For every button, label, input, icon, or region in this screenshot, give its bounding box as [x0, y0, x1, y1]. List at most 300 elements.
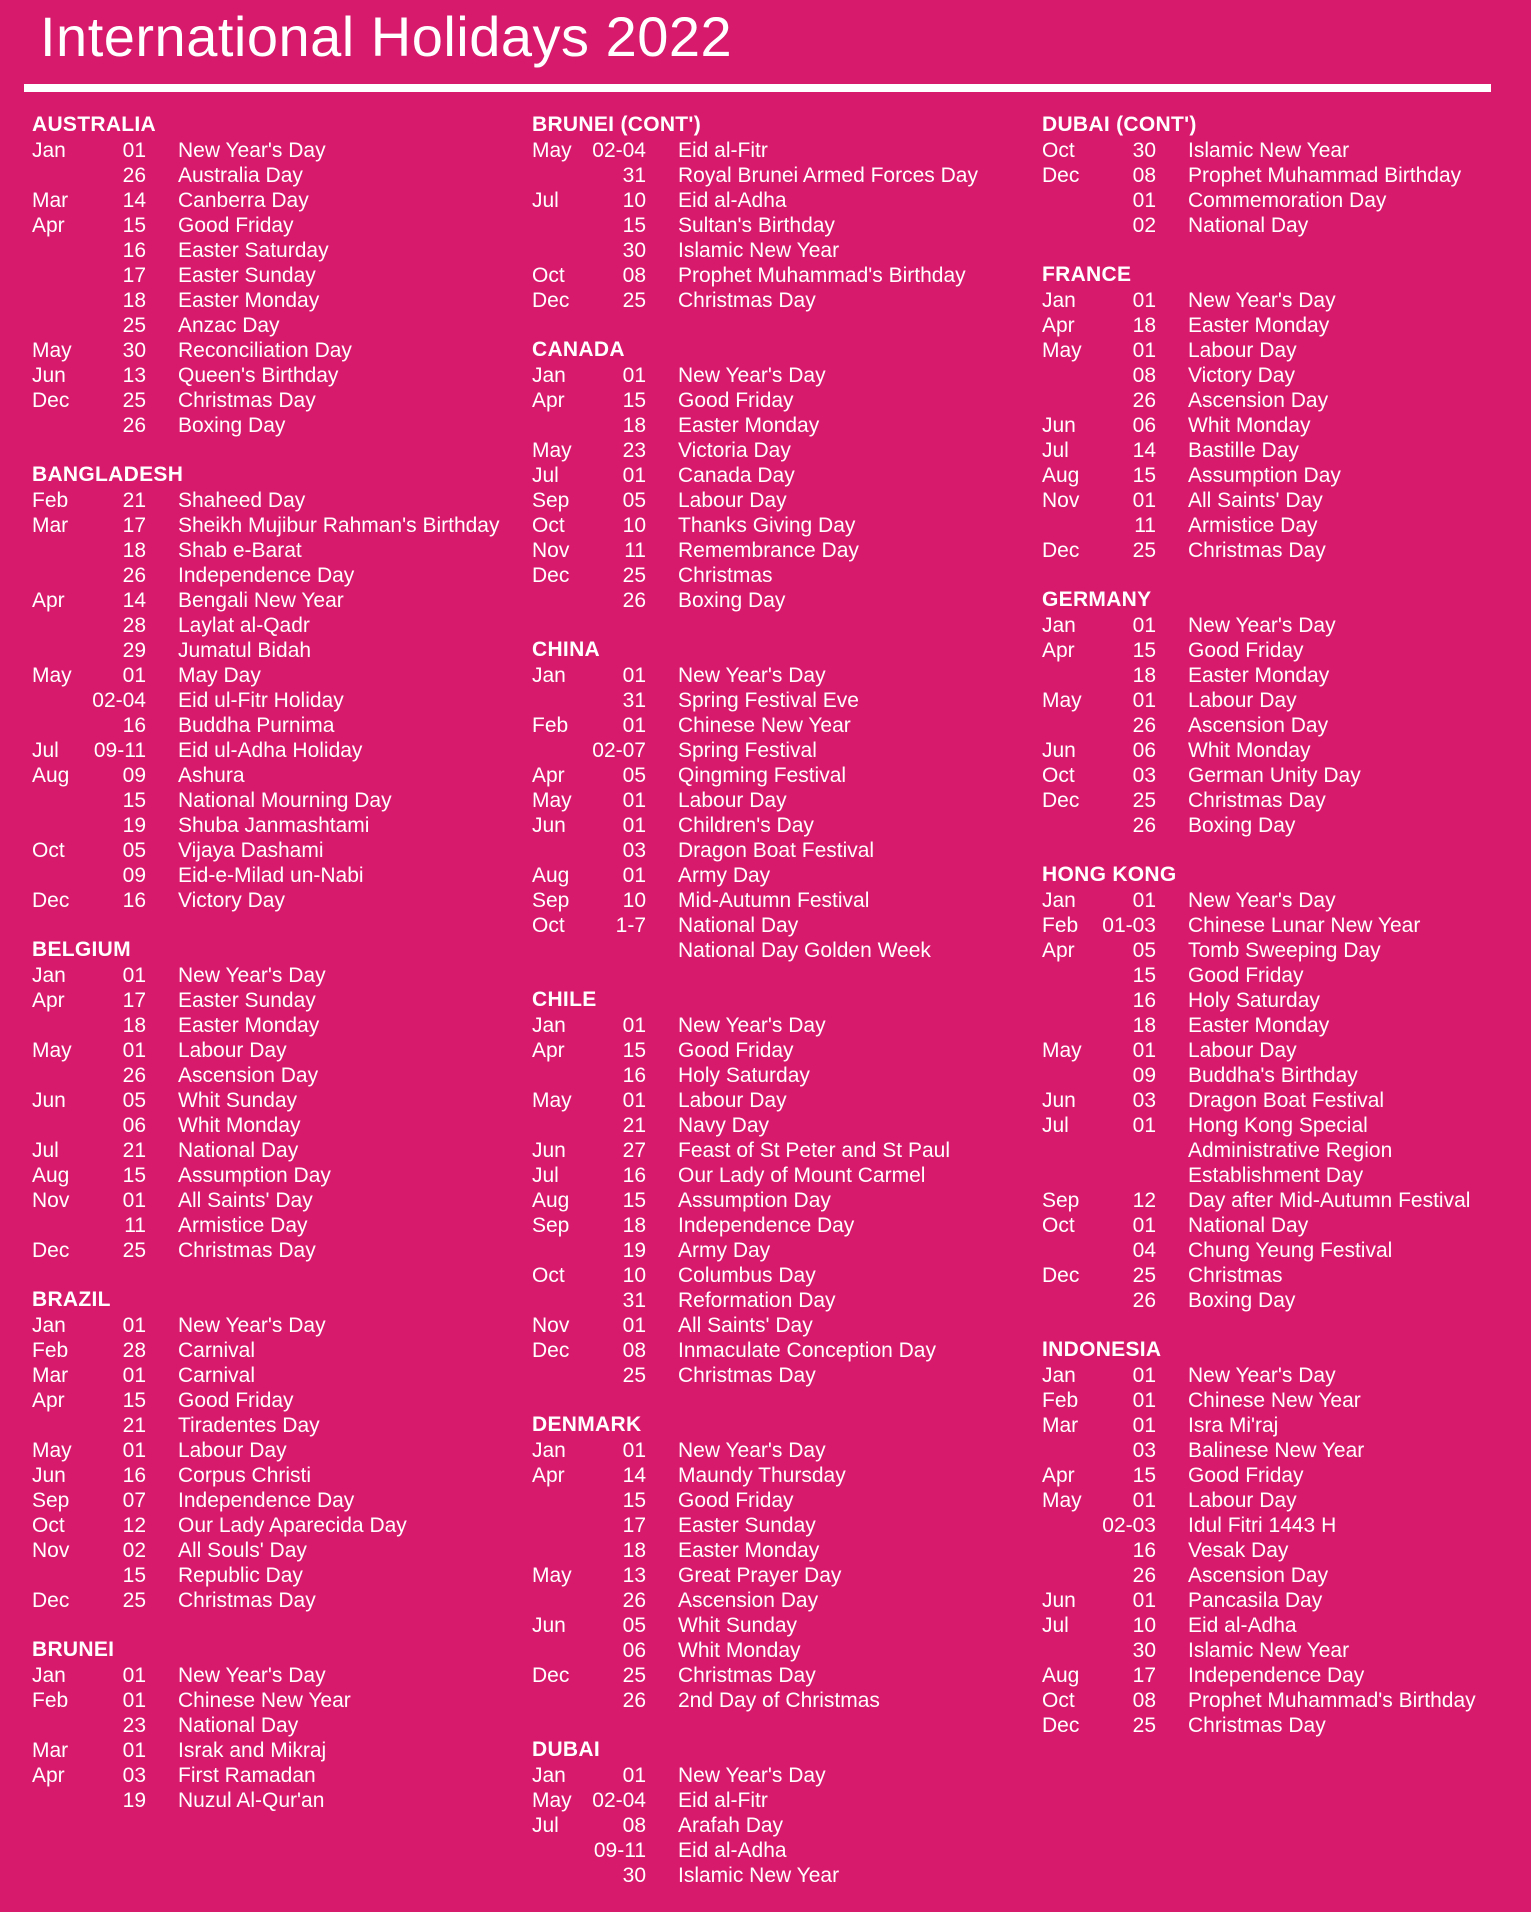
- holiday-row: [1042, 388, 1531, 413]
- holiday-month: [1042, 188, 1100, 213]
- holiday-name: Christmas Day: [678, 289, 816, 312]
- holiday-row: [532, 863, 1027, 888]
- holiday-row: [32, 713, 527, 738]
- holiday-row: [532, 1038, 1027, 1063]
- holiday-name: Holy Saturday: [678, 1064, 810, 1087]
- holiday-name: Labour Day: [678, 489, 787, 512]
- holiday-name: Christmas Day: [178, 389, 316, 412]
- holiday-row: [32, 1238, 527, 1263]
- holiday-day: 14: [122, 589, 146, 612]
- holiday-month: Jan: [532, 664, 566, 687]
- holiday-name: Chinese Lunar New Year: [1188, 914, 1421, 937]
- holiday-day: 25: [122, 1589, 146, 1612]
- holiday-name: Easter Monday: [1188, 664, 1330, 687]
- holiday-name: Feast of St Peter and St Paul: [678, 1139, 950, 1162]
- holiday-month: Aug: [32, 764, 70, 787]
- holiday-month: [1042, 713, 1100, 738]
- holiday-day: [590, 938, 646, 963]
- holiday-name: Queen's Birthday: [178, 364, 339, 387]
- holiday-month: Jul: [532, 1814, 559, 1837]
- holiday-row: [532, 513, 1027, 538]
- country-name: DUBAI (CONT'): [1042, 113, 1197, 136]
- holiday-name: Army Day: [678, 864, 771, 887]
- holiday-day: 09: [122, 764, 146, 787]
- holiday-day: 19: [622, 1239, 646, 1262]
- holiday-day: 08: [1132, 164, 1156, 187]
- holiday-day: 1-7: [615, 914, 646, 937]
- holiday-day: 31: [622, 689, 646, 712]
- holiday-day: 25: [622, 564, 646, 587]
- holiday-day: 01: [1132, 889, 1156, 912]
- holiday-row: [1042, 1413, 1531, 1438]
- holiday-month: Apr: [32, 1389, 65, 1412]
- country-section: [32, 112, 527, 438]
- holiday-name: Eid al-Fitr: [678, 1789, 768, 1812]
- holiday-month: [32, 263, 90, 288]
- holiday-row: [1042, 513, 1531, 538]
- country-name: CHILE: [532, 988, 597, 1011]
- holiday-day: 18: [622, 1539, 646, 1562]
- holiday-day: 01: [622, 789, 646, 812]
- holiday-month: [32, 1713, 90, 1738]
- holiday-row: [532, 538, 1027, 563]
- holiday-day: 10: [622, 189, 646, 212]
- holiday-row: [532, 1363, 1027, 1388]
- holiday-name: Chinese New Year: [678, 714, 851, 737]
- holiday-row: [32, 563, 527, 588]
- holiday-day: 26: [622, 589, 646, 612]
- holiday-row: [532, 1863, 1027, 1888]
- holiday-month: Jun: [32, 364, 66, 387]
- holiday-day: 15: [622, 1039, 646, 1062]
- holiday-month: Dec: [1042, 1714, 1080, 1737]
- holiday-month: Oct: [532, 264, 565, 287]
- holiday-month: Jan: [532, 1014, 566, 1037]
- holiday-day: 15: [122, 1164, 146, 1187]
- holiday-day: 30: [1132, 139, 1156, 162]
- holiday-day: 01: [122, 1039, 146, 1062]
- holiday-name: Bengali New Year: [178, 589, 344, 612]
- holiday-name: Holy Saturday: [1188, 989, 1320, 1012]
- holiday-month: [32, 1788, 90, 1813]
- holiday-month: [32, 238, 90, 263]
- holiday-month: [32, 313, 90, 338]
- holiday-month: Feb: [32, 1689, 69, 1712]
- holiday-name: Labour Day: [678, 789, 787, 812]
- holiday-month: Nov: [32, 1539, 70, 1562]
- holiday-day: 08: [622, 1814, 646, 1837]
- holiday-day: 09: [1132, 1064, 1156, 1087]
- holiday-month: Dec: [532, 1339, 570, 1362]
- holiday-day: 06: [1132, 414, 1156, 437]
- column-2: [532, 112, 1027, 1912]
- holiday-month: Dec: [1042, 1264, 1080, 1287]
- holiday-day: 18: [1132, 314, 1156, 337]
- holiday-day: 08: [1132, 364, 1156, 387]
- holiday-day: 01: [622, 714, 646, 737]
- holiday-month: [1042, 663, 1100, 688]
- holiday-row: [1042, 213, 1531, 238]
- holiday-row: [532, 688, 1027, 713]
- country-name: GERMANY: [1042, 588, 1152, 611]
- holiday-row: [32, 188, 527, 213]
- holiday-month: Jun: [32, 1464, 66, 1487]
- holiday-month: [1042, 213, 1100, 238]
- holiday-row: [32, 988, 527, 1013]
- holiday-day: 01: [622, 1014, 646, 1037]
- holiday-day: 01: [622, 1439, 646, 1462]
- holiday-name: Israk and Mikraj: [178, 1739, 327, 1762]
- holiday-row: [1042, 688, 1531, 713]
- holiday-row: [532, 1188, 1027, 1213]
- holiday-month: [32, 863, 90, 888]
- holiday-day: 11: [1134, 514, 1156, 537]
- holiday-month: Oct: [532, 514, 565, 537]
- holiday-month: Apr: [1042, 314, 1075, 337]
- holiday-row: [532, 1438, 1027, 1463]
- holiday-name: Labour Day: [678, 1089, 787, 1112]
- holiday-month: May: [1042, 689, 1082, 712]
- holiday-name: Dragon Boat Festival: [1188, 1089, 1385, 1112]
- holiday-row: [1042, 1513, 1531, 1538]
- holiday-month: Apr: [32, 214, 65, 237]
- holiday-row: [1042, 613, 1531, 638]
- holiday-month: Dec: [1042, 539, 1080, 562]
- holiday-name: Whit Monday: [678, 1639, 801, 1662]
- holiday-month: [1042, 1288, 1100, 1313]
- country-name: AUSTRALIA: [32, 113, 157, 136]
- holiday-month: Dec: [32, 889, 70, 912]
- holiday-name: Prophet Muhammad's Birthday: [678, 264, 966, 287]
- holiday-day: 01: [1132, 1389, 1156, 1412]
- holiday-row: [1042, 763, 1531, 788]
- holiday-row: [1042, 738, 1531, 763]
- holiday-name: All Saints' Day: [1188, 489, 1323, 512]
- holiday-day: 15: [622, 1189, 646, 1212]
- holiday-month: Dec: [532, 564, 570, 587]
- holiday-day: 13: [622, 1564, 646, 1587]
- holiday-month: [532, 1288, 590, 1313]
- holiday-row: [532, 838, 1027, 863]
- holiday-row: [32, 213, 527, 238]
- holiday-name: Easter Sunday: [178, 264, 316, 287]
- holiday-month: [532, 413, 590, 438]
- holiday-month: Sep: [1042, 1189, 1080, 1212]
- holiday-name: Tomb Sweeping Day: [1188, 939, 1381, 962]
- holiday-day: 26: [622, 1689, 646, 1712]
- holiday-name: New Year's Day: [178, 139, 326, 162]
- holiday-month: [32, 638, 90, 663]
- holiday-row: [532, 1138, 1027, 1163]
- holiday-day: 31: [622, 1289, 646, 1312]
- holiday-day: 16: [122, 714, 146, 737]
- holiday-row: [32, 363, 527, 388]
- holiday-day: 26: [1132, 1564, 1156, 1587]
- holiday-row: [1042, 438, 1531, 463]
- holiday-row: [1042, 1388, 1531, 1413]
- holiday-month: [1042, 1638, 1100, 1663]
- holiday-day: 17: [122, 264, 146, 287]
- holiday-row: [532, 563, 1027, 588]
- holiday-day: 26: [622, 1589, 646, 1612]
- holiday-month: Oct: [32, 839, 65, 862]
- holiday-name: Easter Monday: [1188, 1014, 1330, 1037]
- holiday-day: 21: [122, 1414, 146, 1437]
- holiday-day: 02-04: [592, 1789, 646, 1812]
- holiday-month: Nov: [1042, 489, 1080, 512]
- country-section: [32, 1287, 527, 1613]
- holiday-name: Sheikh Mujibur Rahman's Birthday: [178, 514, 500, 537]
- holiday-name: Ascension Day: [1188, 389, 1329, 412]
- holiday-name: Eid-e-Milad un-Nabi: [178, 864, 364, 887]
- holiday-row: [1042, 1563, 1531, 1588]
- holiday-name: Independence Day: [678, 1214, 855, 1237]
- holiday-day: 15: [1132, 964, 1156, 987]
- holiday-month: Sep: [32, 1489, 70, 1512]
- holiday-month: [32, 1413, 90, 1438]
- holiday-row: [532, 1563, 1027, 1588]
- holiday-month: [532, 838, 590, 863]
- holiday-month: [32, 1113, 90, 1138]
- holiday-day: 01: [1132, 189, 1156, 212]
- holiday-name: National Day: [1188, 214, 1309, 237]
- holiday-day: 26: [1132, 714, 1156, 737]
- holiday-row: [532, 388, 1027, 413]
- holiday-month: Sep: [532, 1214, 570, 1237]
- holiday-row: [532, 463, 1027, 488]
- holiday-day: 01: [622, 364, 646, 387]
- holiday-month: Jan: [532, 364, 566, 387]
- holiday-name: Islamic New Year: [678, 1864, 840, 1887]
- holiday-name: New Year's Day: [1188, 1364, 1336, 1387]
- holiday-day: 15: [1132, 639, 1156, 662]
- holiday-day: 18: [122, 539, 146, 562]
- holiday-name: New Year's Day: [178, 1314, 326, 1337]
- holiday-month: [1042, 1563, 1100, 1588]
- holiday-day: 16: [122, 1464, 146, 1487]
- holiday-day: 12: [122, 1514, 146, 1537]
- holiday-name: Whit Sunday: [678, 1614, 798, 1637]
- holiday-day: 17: [122, 514, 146, 537]
- holiday-row: [1042, 1613, 1531, 1638]
- holiday-month: Oct: [1042, 1214, 1075, 1237]
- holiday-row: [1042, 1588, 1531, 1613]
- holiday-day: 10: [622, 1264, 646, 1287]
- holiday-month: [1042, 1063, 1100, 1088]
- holiday-month: [32, 1213, 90, 1238]
- holiday-day: 11: [624, 539, 646, 562]
- holiday-month: [532, 1588, 590, 1613]
- holiday-day: 14: [1132, 439, 1156, 462]
- holiday-row: [1042, 638, 1531, 663]
- holiday-month: Feb: [32, 489, 69, 512]
- holiday-row: [1042, 538, 1531, 563]
- holiday-month: [32, 1563, 90, 1588]
- holiday-month: [1042, 1513, 1100, 1538]
- holiday-month: Jun: [1042, 1089, 1076, 1112]
- holiday-day: 01: [122, 964, 146, 987]
- holiday-month: Jun: [1042, 1589, 1076, 1612]
- holiday-day: 01: [122, 1314, 146, 1337]
- holiday-day: 07: [122, 1489, 146, 1512]
- holiday-day: 01: [622, 814, 646, 837]
- holiday-name: Good Friday: [1188, 964, 1304, 987]
- holiday-month: [1042, 1438, 1100, 1463]
- holiday-name: All Souls' Day: [178, 1539, 307, 1562]
- holiday-day: 01: [1132, 1589, 1156, 1612]
- holiday-name: Carnival: [178, 1364, 256, 1387]
- holiday-name: Christmas: [678, 564, 773, 587]
- holiday-row: [32, 1363, 527, 1388]
- holiday-name: Spring Festival: [678, 739, 817, 762]
- holiday-month: Jul: [32, 739, 59, 762]
- holiday-row: [532, 1688, 1027, 1713]
- holiday-month: [32, 563, 90, 588]
- holiday-name: Australia Day: [178, 164, 303, 187]
- holiday-day: 25: [1132, 539, 1156, 562]
- holiday-day: 09: [122, 864, 146, 887]
- holiday-row: [32, 763, 527, 788]
- holiday-row: [532, 1338, 1027, 1363]
- holiday-month: [32, 613, 90, 638]
- holiday-day: 14: [622, 1464, 646, 1487]
- holiday-month: [532, 938, 590, 963]
- holiday-row: [1042, 1088, 1531, 1113]
- holiday-row: [1042, 963, 1531, 988]
- country-name: CANADA: [532, 338, 625, 361]
- holiday-month: Dec: [532, 1664, 570, 1687]
- holiday-month: May: [532, 139, 572, 162]
- holiday-month: Apr: [532, 1039, 565, 1062]
- holiday-row: [532, 1238, 1027, 1263]
- holiday-month: Jun: [1042, 739, 1076, 762]
- holiday-day: 01: [122, 1664, 146, 1687]
- holiday-month: Jan: [32, 1314, 66, 1337]
- holiday-row: [1042, 1288, 1531, 1313]
- holiday-day: 30: [122, 339, 146, 362]
- holiday-day: 23: [622, 439, 646, 462]
- country-section: [32, 1637, 527, 1813]
- holiday-month: Jan: [32, 139, 66, 162]
- holiday-row: [1042, 1038, 1531, 1063]
- holiday-row: [532, 1638, 1027, 1663]
- holiday-day: 01: [1132, 1364, 1156, 1387]
- holiday-row: [1042, 1538, 1531, 1563]
- holiday-name: Bastille Day: [1188, 439, 1299, 462]
- holiday-row: [32, 238, 527, 263]
- holiday-row: [32, 163, 527, 188]
- holiday-month: [532, 213, 590, 238]
- holiday-month: Feb: [532, 714, 569, 737]
- holiday-month: Aug: [1042, 464, 1080, 487]
- holiday-name: Assumption Day: [678, 1189, 831, 1212]
- holiday-row: [32, 1588, 527, 1613]
- holiday-name: Maundy Thursday: [678, 1464, 846, 1487]
- holiday-row: [32, 1388, 527, 1413]
- holiday-month: Apr: [1042, 939, 1075, 962]
- holiday-row: [1042, 413, 1531, 438]
- holiday-day: 05: [622, 489, 646, 512]
- holiday-month: [32, 688, 90, 713]
- holiday-month: Apr: [532, 1464, 565, 1487]
- holiday-day: 25: [122, 1239, 146, 1262]
- holiday-row: [1042, 1638, 1531, 1663]
- holiday-month: Jan: [1042, 614, 1076, 637]
- holiday-month: Mar: [1042, 1414, 1079, 1437]
- holiday-row: [532, 1113, 1027, 1138]
- holiday-month: Jul: [532, 189, 559, 212]
- holiday-name: Christmas Day: [1188, 789, 1326, 812]
- holiday-month: [532, 1688, 590, 1713]
- holiday-day: 01: [1132, 1039, 1156, 1062]
- holiday-name: Labour Day: [1188, 1489, 1297, 1512]
- holiday-month: Aug: [532, 1189, 570, 1212]
- holiday-month: [32, 413, 90, 438]
- holiday-row: [1042, 663, 1531, 688]
- holiday-name: New Year's Day: [1188, 889, 1336, 912]
- holiday-name: Good Friday: [1188, 639, 1304, 662]
- holiday-day: 18: [622, 1214, 646, 1237]
- holiday-name: Buddha Purnima: [178, 714, 335, 737]
- holiday-month: Apr: [32, 589, 65, 612]
- holiday-day: 03: [1132, 764, 1156, 787]
- country-name: DUBAI: [532, 1738, 600, 1761]
- holiday-row: [532, 813, 1027, 838]
- page-title: International Holidays 2022: [40, 5, 733, 68]
- holiday-row: [532, 713, 1027, 738]
- holiday-name: Arafah Day: [678, 1814, 784, 1837]
- holiday-month: [532, 588, 590, 613]
- holiday-row: [1042, 988, 1531, 1013]
- holiday-day: 03: [1132, 1089, 1156, 1112]
- holiday-month: Apr: [1042, 639, 1075, 662]
- country-section: [532, 337, 1027, 613]
- holiday-month: Jan: [1042, 889, 1076, 912]
- holiday-name: Laylat al-Qadr: [178, 614, 310, 637]
- holiday-month: [1042, 1163, 1100, 1188]
- holiday-name: Navy Day: [678, 1114, 770, 1137]
- holiday-name: Shab e-Barat: [178, 539, 302, 562]
- holiday-day: 03: [622, 839, 646, 862]
- holiday-month: Jan: [532, 1764, 566, 1787]
- holiday-row: [1042, 363, 1531, 388]
- holiday-row: [532, 288, 1027, 313]
- holiday-name: Jumatul Bidah: [178, 639, 312, 662]
- holiday-name: Eid al-Fitr: [678, 139, 768, 162]
- holiday-month: Oct: [32, 1514, 65, 1537]
- holiday-name: New Year's Day: [1188, 614, 1336, 637]
- country-name: FRANCE: [1042, 263, 1132, 286]
- holiday-month: [532, 1488, 590, 1513]
- holiday-name: Isra Mi'raj: [1188, 1414, 1279, 1437]
- holiday-name: Prophet Muhammad Birthday: [1188, 164, 1462, 187]
- holiday-month: Aug: [532, 864, 570, 887]
- holiday-month: Nov: [532, 539, 570, 562]
- country-section: [1042, 262, 1531, 563]
- holiday-day: 01: [622, 1764, 646, 1787]
- holiday-name: Boxing Day: [178, 414, 286, 437]
- holiday-month: May: [32, 1039, 72, 1062]
- holiday-row: [32, 1213, 527, 1238]
- holiday-day: 10: [622, 514, 646, 537]
- holiday-day: 25: [122, 314, 146, 337]
- holiday-row: [1042, 1463, 1531, 1488]
- holiday-row: [32, 663, 527, 688]
- holiday-name: New Year's Day: [678, 364, 826, 387]
- holiday-day: 16: [122, 889, 146, 912]
- holiday-row: [532, 913, 1027, 938]
- holiday-name: Islamic New Year: [1188, 139, 1350, 162]
